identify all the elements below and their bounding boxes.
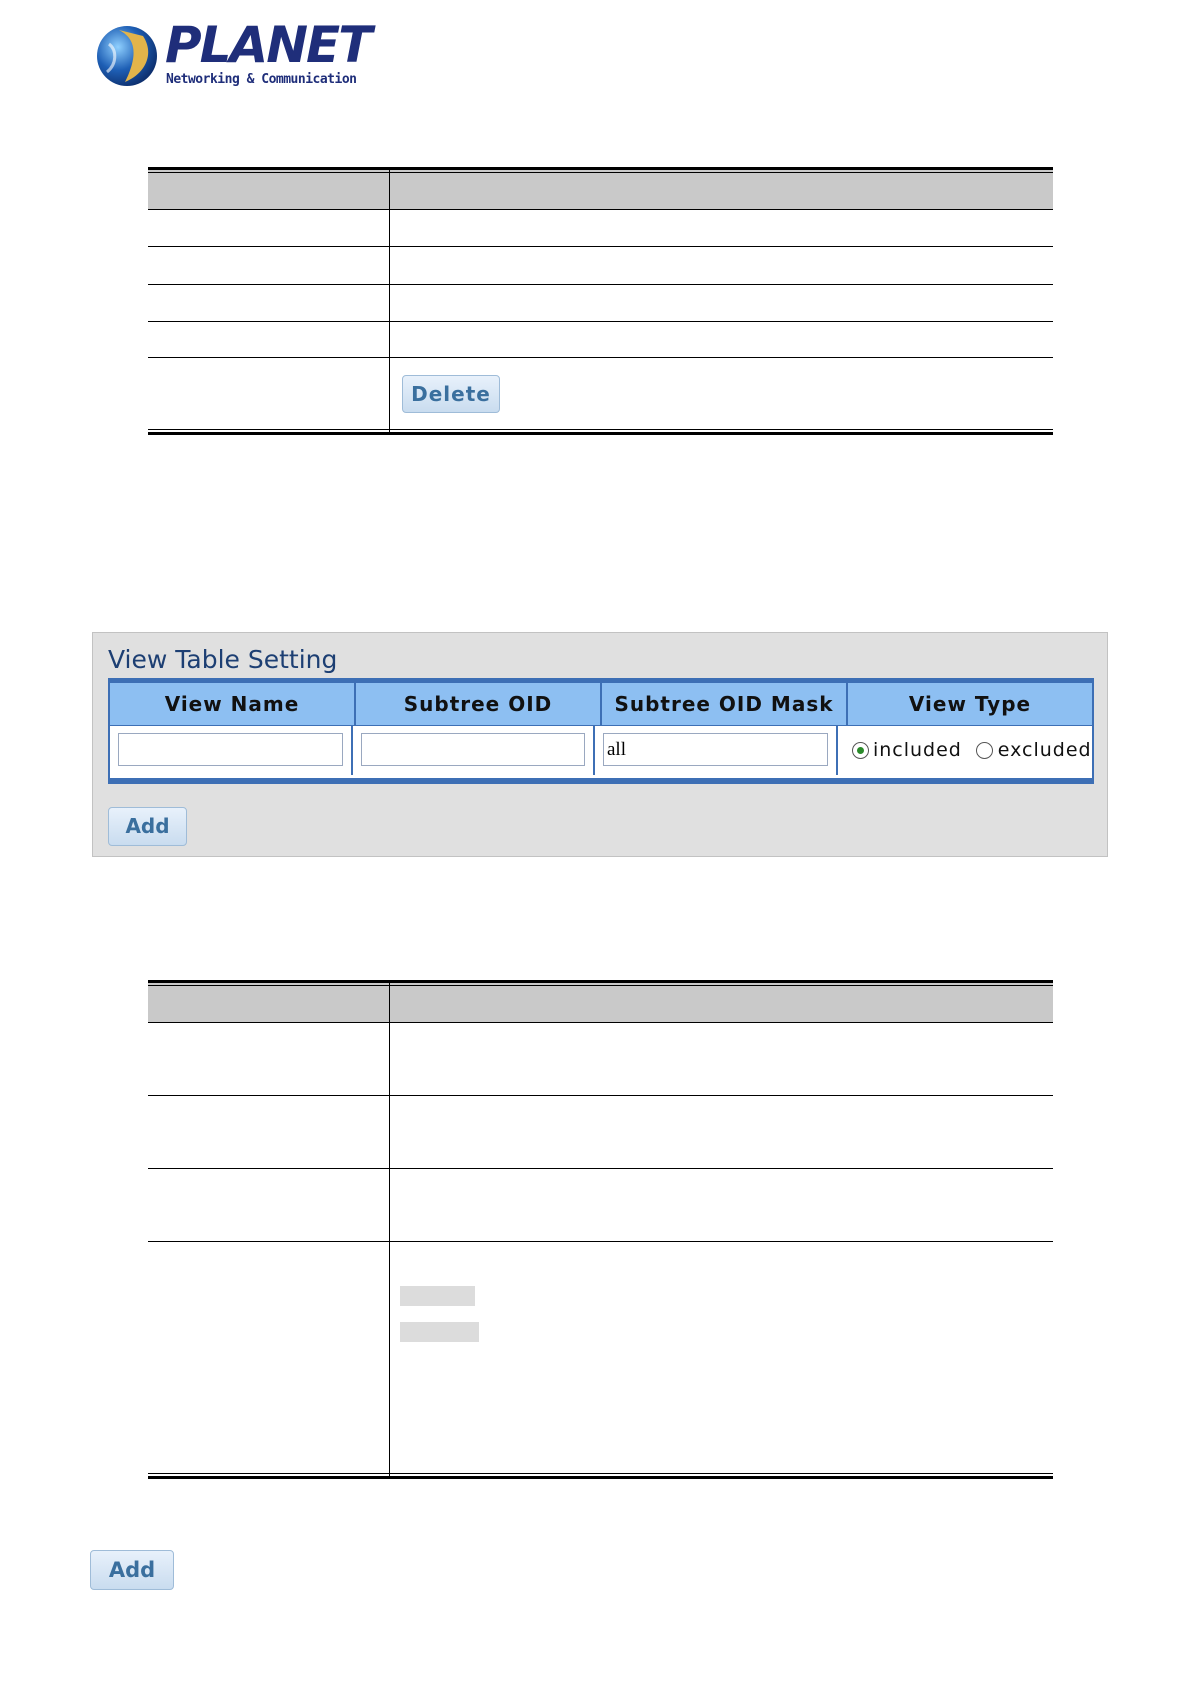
view-name-input[interactable] — [118, 733, 343, 766]
table-row — [148, 247, 1053, 285]
view-table-setting-panel — [92, 632, 1108, 857]
planet-logo — [95, 16, 371, 92]
table-row — [148, 1023, 1053, 1096]
view-type-cell — [838, 726, 1093, 775]
table-header-row — [148, 983, 1053, 1023]
column-header-subtree-oid: Subtree OID — [356, 683, 602, 725]
logo-tagline: Networking & Communication — [166, 72, 357, 87]
panel-add-button[interactable]: Add — [108, 807, 187, 846]
description-table-2 — [148, 980, 1053, 1479]
add-button[interactable]: Add — [90, 1550, 174, 1590]
redacted-chip — [400, 1322, 479, 1342]
table-row — [148, 285, 1053, 322]
globe-icon — [95, 24, 159, 88]
view-name-cell — [110, 726, 353, 775]
table-row — [148, 1169, 1053, 1242]
column-header-view-name: View Name — [110, 683, 356, 725]
view-table-input-row — [110, 726, 1092, 775]
panel-title: View Table Setting — [108, 645, 338, 674]
column-header-view-type: View Type — [908, 692, 1032, 716]
table-row — [148, 322, 1053, 358]
excluded-label: excluded — [997, 739, 1092, 761]
logo-brand: PLANET — [165, 16, 371, 74]
column-header-subtree-oid-mask: Subtree OID Mask — [602, 683, 848, 725]
table-row — [148, 1242, 1053, 1476]
table-row — [148, 210, 1053, 247]
subtree-oid-input[interactable] — [361, 733, 586, 766]
delete-button[interactable]: Delete — [402, 375, 500, 413]
excluded-radio[interactable] — [976, 742, 993, 759]
view-table — [108, 678, 1094, 784]
subtree-oid-mask-cell — [595, 726, 838, 775]
redacted-chip — [400, 1286, 475, 1306]
table-row — [148, 358, 1053, 432]
table-row — [148, 1096, 1053, 1169]
subtree-oid-cell — [353, 726, 596, 775]
included-radio[interactable] — [852, 742, 869, 759]
view-table-header — [110, 683, 1092, 726]
included-label: included — [872, 739, 962, 761]
description-table-1 — [148, 167, 1053, 435]
subtree-oid-mask-input[interactable]: all — [603, 733, 828, 766]
table-header-row — [148, 170, 1053, 210]
